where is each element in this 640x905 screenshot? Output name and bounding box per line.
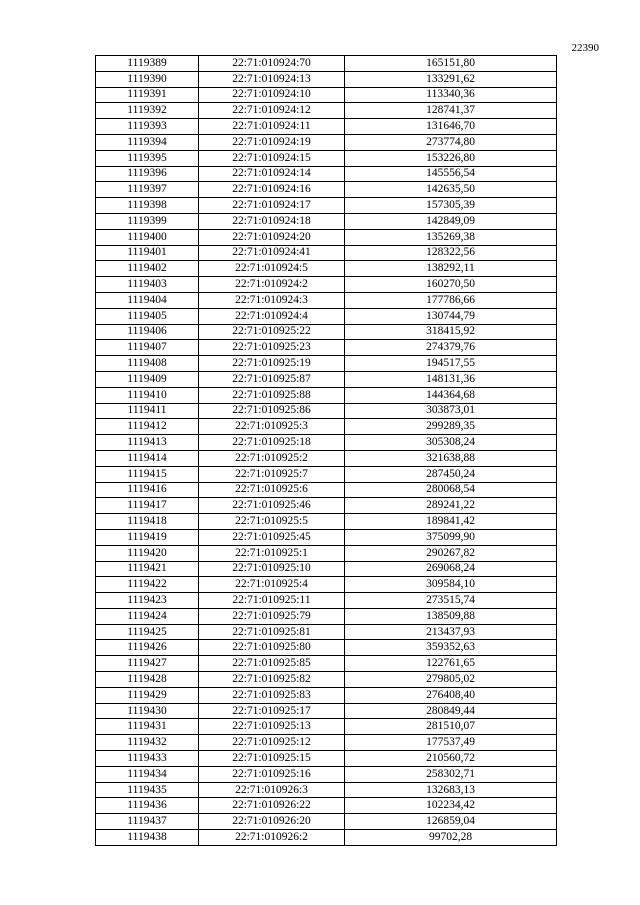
table-row — [96, 719, 557, 735]
cadastral-number-cell: 22:71:010925:3 — [199, 419, 345, 435]
table-row — [96, 735, 557, 751]
value-cell: 375099,90 — [345, 529, 557, 545]
cadastral-number-cell: 22:71:010925:2 — [199, 450, 345, 466]
table-row — [96, 87, 557, 103]
record-number-cell: 1119406 — [96, 324, 199, 340]
table-row — [96, 577, 557, 593]
value-cell: 318415,92 — [345, 324, 557, 340]
value-cell: 269068,24 — [345, 561, 557, 577]
table-row — [96, 292, 557, 308]
table-row — [96, 119, 557, 135]
value-cell: 281510,07 — [345, 719, 557, 735]
cadastral-number-cell: 22:71:010924:14 — [199, 166, 345, 182]
table-row — [96, 261, 557, 277]
cadastral-number-cell: 22:71:010924:70 — [199, 56, 345, 72]
value-cell: 130744,79 — [345, 308, 557, 324]
record-number-cell: 1119418 — [96, 514, 199, 530]
record-number-cell: 1119393 — [96, 119, 199, 135]
record-number-cell: 1119394 — [96, 134, 199, 150]
cadastral-number-cell: 22:71:010925:23 — [199, 340, 345, 356]
value-cell: 273774,80 — [345, 134, 557, 150]
table-row — [96, 308, 557, 324]
value-cell: 280068,54 — [345, 482, 557, 498]
cadastral-number-cell: 22:71:010924:17 — [199, 198, 345, 214]
value-cell: 145556,54 — [345, 166, 557, 182]
value-cell: 303873,01 — [345, 403, 557, 419]
cadastral-number-cell: 22:71:010924:3 — [199, 292, 345, 308]
table-row — [96, 56, 557, 72]
record-number-cell: 1119429 — [96, 687, 199, 703]
cadastral-number-cell: 22:71:010924:13 — [199, 71, 345, 87]
value-cell: 138509,88 — [345, 608, 557, 624]
cadastral-number-cell: 22:71:010926:3 — [199, 782, 345, 798]
record-number-cell: 1119391 — [96, 87, 199, 103]
value-cell: 279805,02 — [345, 672, 557, 688]
table-row — [96, 134, 557, 150]
table-row — [96, 814, 557, 830]
cadastral-number-cell: 22:71:010924:12 — [199, 103, 345, 119]
record-number-cell: 1119435 — [96, 782, 199, 798]
value-cell: 309584,10 — [345, 577, 557, 593]
record-number-cell: 1119419 — [96, 529, 199, 545]
record-number-cell: 1119431 — [96, 719, 199, 735]
value-cell: 138292,11 — [345, 261, 557, 277]
record-number-cell: 1119428 — [96, 672, 199, 688]
record-number-cell: 1119392 — [96, 103, 199, 119]
cadastral-number-cell: 22:71:010924:16 — [199, 182, 345, 198]
cadastral-number-cell: 22:71:010925:13 — [199, 719, 345, 735]
cadastral-number-cell: 22:71:010924:2 — [199, 277, 345, 293]
table-row — [96, 166, 557, 182]
cadastral-number-cell: 22:71:010925:15 — [199, 751, 345, 767]
cadastral-number-cell: 22:71:010925:85 — [199, 656, 345, 672]
table-row — [96, 798, 557, 814]
value-cell: 148131,36 — [345, 371, 557, 387]
record-number-cell: 1119414 — [96, 450, 199, 466]
table-row — [96, 593, 557, 609]
table-row — [96, 340, 557, 356]
table-row — [96, 387, 557, 403]
value-cell: 305308,24 — [345, 435, 557, 451]
table-row — [96, 371, 557, 387]
record-number-cell: 1119389 — [96, 56, 199, 72]
record-number-cell: 1119415 — [96, 466, 199, 482]
record-number-cell: 1119407 — [96, 340, 199, 356]
cadastral-number-cell: 22:71:010925:1 — [199, 545, 345, 561]
cadastral-number-cell: 22:71:010925:83 — [199, 687, 345, 703]
value-cell: 135269,38 — [345, 229, 557, 245]
value-cell: 287450,24 — [345, 466, 557, 482]
value-cell: 280849,44 — [345, 703, 557, 719]
table-row — [96, 403, 557, 419]
record-number-cell: 1119432 — [96, 735, 199, 751]
table-row — [96, 703, 557, 719]
cadastral-number-cell: 22:71:010924:41 — [199, 245, 345, 261]
value-cell: 142849,09 — [345, 213, 557, 229]
record-number-cell: 1119405 — [96, 308, 199, 324]
record-number-cell: 1119397 — [96, 182, 199, 198]
record-number-cell: 1119417 — [96, 498, 199, 514]
cadastral-number-cell: 22:71:010925:87 — [199, 371, 345, 387]
page-number: 22390 — [571, 42, 599, 54]
table-row — [96, 482, 557, 498]
table-row — [96, 656, 557, 672]
value-cell: 99702,28 — [345, 830, 557, 846]
table-row — [96, 435, 557, 451]
value-cell: 113340,36 — [345, 87, 557, 103]
value-cell: 144364,68 — [345, 387, 557, 403]
value-cell: 132683,13 — [345, 782, 557, 798]
cadastral-number-cell: 22:71:010925:7 — [199, 466, 345, 482]
record-number-cell: 1119395 — [96, 150, 199, 166]
value-cell: 299289,35 — [345, 419, 557, 435]
value-cell: 133291,62 — [345, 71, 557, 87]
cadastral-number-cell: 22:71:010925:18 — [199, 435, 345, 451]
table-row — [96, 150, 557, 166]
value-cell: 290267,82 — [345, 545, 557, 561]
value-cell: 274379,76 — [345, 340, 557, 356]
cadastral-number-cell: 22:71:010925:45 — [199, 529, 345, 545]
cadastral-number-cell: 22:71:010925:17 — [199, 703, 345, 719]
record-number-cell: 1119396 — [96, 166, 199, 182]
cadastral-number-cell: 22:71:010925:16 — [199, 766, 345, 782]
table-row — [96, 229, 557, 245]
value-cell: 177537,49 — [345, 735, 557, 751]
record-number-cell: 1119390 — [96, 71, 199, 87]
value-cell: 126859,04 — [345, 814, 557, 830]
table-row — [96, 766, 557, 782]
value-cell: 276408,40 — [345, 687, 557, 703]
record-number-cell: 1119424 — [96, 608, 199, 624]
table-row — [96, 608, 557, 624]
record-number-cell: 1119438 — [96, 830, 199, 846]
record-number-cell: 1119411 — [96, 403, 199, 419]
value-cell: 189841,42 — [345, 514, 557, 530]
table-row — [96, 640, 557, 656]
table-row — [96, 245, 557, 261]
record-number-cell: 1119409 — [96, 371, 199, 387]
cadastral-number-cell: 22:71:010924:15 — [199, 150, 345, 166]
value-cell: 165151,80 — [345, 56, 557, 72]
table-row — [96, 356, 557, 372]
record-number-cell: 1119430 — [96, 703, 199, 719]
cadastral-number-cell: 22:71:010925:81 — [199, 624, 345, 640]
record-number-cell: 1119403 — [96, 277, 199, 293]
value-cell: 289241,22 — [345, 498, 557, 514]
table-row — [96, 277, 557, 293]
table-row — [96, 71, 557, 87]
record-number-cell: 1119413 — [96, 435, 199, 451]
record-number-cell: 1119408 — [96, 356, 199, 372]
value-cell: 321638,88 — [345, 450, 557, 466]
table-row — [96, 182, 557, 198]
record-number-cell: 1119427 — [96, 656, 199, 672]
cadastral-number-cell: 22:71:010925:5 — [199, 514, 345, 530]
cadastral-number-cell: 22:71:010924:5 — [199, 261, 345, 277]
cadastral-number-cell: 22:71:010926:20 — [199, 814, 345, 830]
cadastral-number-cell: 22:71:010925:19 — [199, 356, 345, 372]
table-row — [96, 213, 557, 229]
record-number-cell: 1119401 — [96, 245, 199, 261]
record-number-cell: 1119426 — [96, 640, 199, 656]
value-cell: 122761,65 — [345, 656, 557, 672]
record-number-cell: 1119433 — [96, 751, 199, 767]
table-row — [96, 466, 557, 482]
cadastral-number-cell: 22:71:010924:11 — [199, 119, 345, 135]
record-number-cell: 1119399 — [96, 213, 199, 229]
cadastral-number-cell: 22:71:010925:82 — [199, 672, 345, 688]
parcel-table — [95, 55, 557, 846]
value-cell: 177786,66 — [345, 292, 557, 308]
value-cell: 210560,72 — [345, 751, 557, 767]
cadastral-number-cell: 22:71:010925:80 — [199, 640, 345, 656]
table-row — [96, 324, 557, 340]
cadastral-number-cell: 22:71:010925:79 — [199, 608, 345, 624]
value-cell: 131646,70 — [345, 119, 557, 135]
cadastral-number-cell: 22:71:010925:10 — [199, 561, 345, 577]
cadastral-number-cell: 22:71:010926:2 — [199, 830, 345, 846]
value-cell: 128741,37 — [345, 103, 557, 119]
value-cell: 258302,71 — [345, 766, 557, 782]
record-number-cell: 1119400 — [96, 229, 199, 245]
value-cell: 153226,80 — [345, 150, 557, 166]
cadastral-number-cell: 22:71:010925:4 — [199, 577, 345, 593]
cadastral-number-cell: 22:71:010925:46 — [199, 498, 345, 514]
table-row — [96, 624, 557, 640]
value-cell: 142635,50 — [345, 182, 557, 198]
table-row — [96, 782, 557, 798]
value-cell: 128322,56 — [345, 245, 557, 261]
table-row — [96, 751, 557, 767]
table-row — [96, 545, 557, 561]
value-cell: 194517,55 — [345, 356, 557, 372]
cadastral-number-cell: 22:71:010925:86 — [199, 403, 345, 419]
value-cell: 157305,39 — [345, 198, 557, 214]
value-cell: 102234,42 — [345, 798, 557, 814]
record-number-cell: 1119437 — [96, 814, 199, 830]
value-cell: 160270,50 — [345, 277, 557, 293]
value-cell: 273515,74 — [345, 593, 557, 609]
record-number-cell: 1119410 — [96, 387, 199, 403]
cadastral-number-cell: 22:71:010925:12 — [199, 735, 345, 751]
record-number-cell: 1119436 — [96, 798, 199, 814]
cadastral-number-cell: 22:71:010925:6 — [199, 482, 345, 498]
record-number-cell: 1119404 — [96, 292, 199, 308]
table-row — [96, 198, 557, 214]
table-row — [96, 514, 557, 530]
cadastral-number-cell: 22:71:010925:22 — [199, 324, 345, 340]
record-number-cell: 1119422 — [96, 577, 199, 593]
value-cell: 213437,93 — [345, 624, 557, 640]
record-number-cell: 1119412 — [96, 419, 199, 435]
table-row — [96, 498, 557, 514]
record-number-cell: 1119416 — [96, 482, 199, 498]
cadastral-number-cell: 22:71:010924:20 — [199, 229, 345, 245]
cadastral-number-cell: 22:71:010924:19 — [199, 134, 345, 150]
record-number-cell: 1119425 — [96, 624, 199, 640]
record-number-cell: 1119402 — [96, 261, 199, 277]
record-number-cell: 1119398 — [96, 198, 199, 214]
table-row — [96, 450, 557, 466]
table-row — [96, 561, 557, 577]
cadastral-number-cell: 22:71:010924:18 — [199, 213, 345, 229]
record-number-cell: 1119434 — [96, 766, 199, 782]
cadastral-number-cell: 22:71:010925:11 — [199, 593, 345, 609]
table-row — [96, 672, 557, 688]
cadastral-number-cell: 22:71:010926:22 — [199, 798, 345, 814]
value-cell: 359352,63 — [345, 640, 557, 656]
record-number-cell: 1119423 — [96, 593, 199, 609]
table-row — [96, 529, 557, 545]
cadastral-number-cell: 22:71:010924:4 — [199, 308, 345, 324]
table-row — [96, 103, 557, 119]
cadastral-number-cell: 22:71:010925:88 — [199, 387, 345, 403]
record-number-cell: 1119420 — [96, 545, 199, 561]
table-row — [96, 830, 557, 846]
table-row — [96, 687, 557, 703]
record-number-cell: 1119421 — [96, 561, 199, 577]
table-row — [96, 419, 557, 435]
table-body — [96, 56, 557, 846]
cadastral-number-cell: 22:71:010924:10 — [199, 87, 345, 103]
